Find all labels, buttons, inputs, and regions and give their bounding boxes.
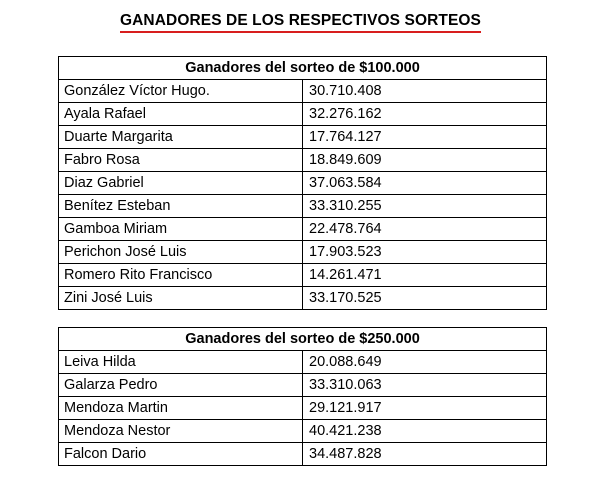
winner-name: Falcon Dario (59, 443, 303, 466)
winner-name: Mendoza Nestor (59, 420, 303, 443)
table-row (59, 420, 547, 443)
winner-name: Ayala Rafael (59, 103, 303, 126)
table-row (59, 80, 547, 103)
winner-number: 22.478.764 (303, 218, 547, 241)
table-row (59, 195, 547, 218)
table-row (59, 218, 547, 241)
table-row (59, 103, 547, 126)
winner-number: 29.121.917 (303, 397, 547, 420)
table-body (59, 80, 547, 310)
winner-number: 33.170.525 (303, 287, 547, 310)
winner-name: Perichon José Luis (59, 241, 303, 264)
winner-name: Duarte Margarita (59, 126, 303, 149)
winners-table-250000 (58, 327, 547, 466)
winner-number: 40.421.238 (303, 420, 547, 443)
table-heading: Ganadores del sorteo de $250.000 (59, 328, 547, 351)
winner-name: Romero Rito Francisco (59, 264, 303, 287)
winner-name: Galarza Pedro (59, 374, 303, 397)
page-title (0, 11, 601, 33)
table-header-row (59, 328, 547, 351)
table-row (59, 149, 547, 172)
winner-number: 18.849.609 (303, 149, 547, 172)
table-row (59, 351, 547, 374)
winner-name: Fabro Rosa (59, 149, 303, 172)
winner-number: 34.487.828 (303, 443, 547, 466)
table-row (59, 172, 547, 195)
winner-number: 33.310.063 (303, 374, 547, 397)
winner-number: 32.276.162 (303, 103, 547, 126)
table-row (59, 264, 547, 287)
winner-number: 20.088.649 (303, 351, 547, 374)
table-row (59, 397, 547, 420)
winner-name: Zini José Luis (59, 287, 303, 310)
table-row (59, 374, 547, 397)
table-row (59, 241, 547, 264)
winner-number: 37.063.584 (303, 172, 547, 195)
winner-name: Diaz Gabriel (59, 172, 303, 195)
winners-table-100000 (58, 56, 547, 310)
table-row (59, 443, 547, 466)
table-heading: Ganadores del sorteo de $100.000 (59, 57, 547, 80)
winner-number: 30.710.408 (303, 80, 547, 103)
winner-name: Leiva Hilda (59, 351, 303, 374)
winner-number: 14.261.471 (303, 264, 547, 287)
table-row (59, 126, 547, 149)
winner-name: Mendoza Martin (59, 397, 303, 420)
page-title-text: GANADORES DE LOS RESPECTIVOS SORTEOS (120, 12, 481, 33)
table-row (59, 287, 547, 310)
winner-name: Gamboa Miriam (59, 218, 303, 241)
winner-number: 17.764.127 (303, 126, 547, 149)
winner-number: 33.310.255 (303, 195, 547, 218)
table-body (59, 351, 547, 466)
winner-name: Benítez Esteban (59, 195, 303, 218)
winner-name: González Víctor Hugo. (59, 80, 303, 103)
winner-number: 17.903.523 (303, 241, 547, 264)
table-header-row (59, 57, 547, 80)
